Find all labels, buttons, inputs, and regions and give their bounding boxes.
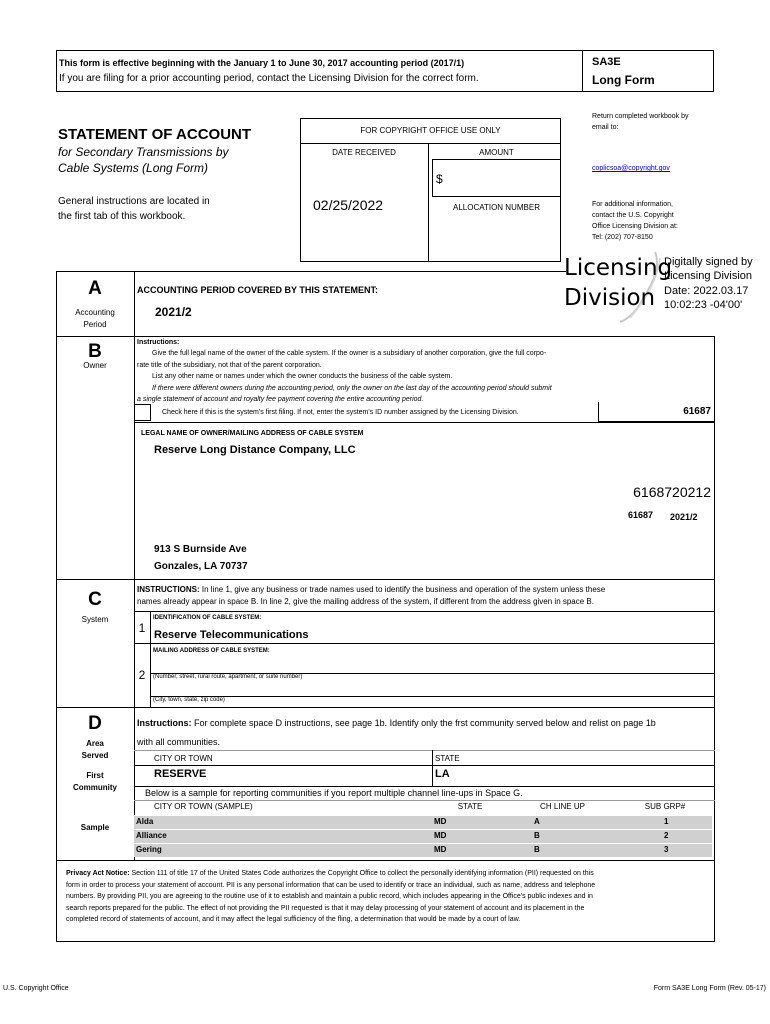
first-community-label-2: Community	[73, 783, 117, 792]
date-received-label: DATE RECEIVED	[332, 148, 396, 157]
digitally-signed-2: Licensing Division	[664, 270, 753, 282]
statement-subtitle-1: for Secondary Transmissions by	[58, 145, 229, 159]
owner-code-period: 2021/2	[670, 512, 698, 522]
privacy-line-3: numbers. By providing PII, you are agreeing to the routine use of it to establish and maintain a public record, which includes appearing in the Office's public indexes and in	[66, 893, 593, 900]
sample-city: Alda	[136, 817, 154, 826]
sample-lineup: B	[534, 845, 540, 854]
space-c-letter: C	[88, 589, 102, 610]
owner-address-2: Gonzales, LA 70737	[154, 561, 248, 572]
amount-label: AMOUNT	[479, 148, 514, 157]
legal-name-label: LEGAL NAME OF OWNER/MAILING ADDRESS OF CABLE SYSTEM	[141, 430, 364, 437]
sample-header-city: CITY OR TOWN (SAMPLE)	[154, 802, 253, 811]
first-community-bottom	[134, 786, 715, 787]
first-community-city: RESERVE	[154, 768, 207, 780]
main-right-border	[714, 336, 715, 941]
sample-state: MD	[434, 831, 447, 840]
space-b-label: Owner	[83, 361, 107, 370]
space-b-instructions	[137, 348, 711, 406]
contact-info-2: contact the U.S. Copyright	[592, 212, 674, 219]
form-code: SA3E	[592, 56, 621, 68]
owner-name-value: Reserve Long Distance Company, LLC	[154, 444, 356, 456]
privacy-line-5: completed record of statements of account, and it may affect the legal sufficiency of the fling, a determination that would be made by a court of law.	[66, 916, 521, 923]
space-b-instr-3: List any other name or names under which the owner conducts the business of the cable system.	[152, 373, 453, 380]
space-d-instructions-bold: Instructions:	[137, 718, 192, 728]
privacy-line-2: form in order to process your statement of account. PII is any personal information that can be used to identify or trace an individual, such as name, address and telephone	[66, 881, 596, 889]
footer-form-rev: Form SA3E Long Form (Rev. 05-17)	[653, 985, 766, 992]
table-row	[134, 843, 712, 857]
accounting-period-heading: ACCOUNTING PERIOD COVERED BY THIS STATEMENT:	[137, 285, 379, 295]
first-community-state: LA	[435, 768, 450, 780]
space-c-line1-number: 1	[138, 621, 146, 635]
city-address-hint: (City, town, state, zip code)	[153, 697, 225, 703]
prior-period-notice: If you are filing for a prior accounting period, contact the Licensing Division for the correct form.	[59, 73, 479, 84]
privacy-text-1: Section 111 of title 17 of the United States Code authorizes the Copyright Office to collect the personally identifying information (PII) requested on this	[129, 870, 594, 877]
signature-stamp-licensing: Licensing	[564, 255, 673, 281]
space-b-instr-5: a single statement of account and royalty fee payment covering the entire accounting period.	[137, 396, 424, 403]
space-c-bottom	[56, 707, 715, 708]
sample-state: MD	[434, 817, 447, 826]
sample-header-state: STATE	[457, 802, 483, 811]
first-filing-checkbox[interactable]	[134, 404, 151, 421]
space-c-instructions-text: In line 1, give any business or trade names used to identify the business and operation of the system unless these	[199, 585, 606, 594]
sample-note: Below is a sample for reporting communities if you report multiple channel line-ups in Space G.	[145, 788, 523, 798]
space-c-instructions-bold: INSTRUCTIONS:	[137, 585, 200, 594]
sample-subgrp: 1	[664, 817, 669, 826]
space-a-label-2: Period	[83, 320, 107, 329]
date-received-value: 02/25/2022	[313, 197, 384, 213]
office-use-line	[300, 143, 561, 144]
space-d-label-1: Area	[86, 739, 104, 748]
space-c-line-num-divider	[150, 611, 151, 707]
space-c-instructions-2: names already appear in space B. In line 2, give the mailing address of the system, if different from the address given in space B.	[137, 597, 594, 606]
space-b-letter: B	[88, 341, 102, 362]
statement-subtitle-2: Cable Systems (Long Form)	[58, 161, 209, 175]
owner-address-1: 913 S Burnside Ave	[154, 544, 247, 555]
sample-state: MD	[434, 845, 447, 854]
office-use-heading: FOR COPYRIGHT OFFICE USE ONLY	[360, 126, 501, 135]
contact-info-4: Tel: (202) 707-8150	[592, 234, 653, 241]
space-d-letter: D	[88, 713, 102, 734]
sample-city: Alliance	[136, 831, 167, 840]
sample-lineup: A	[534, 817, 540, 826]
owner-code-id: 61687	[628, 510, 654, 520]
space-b-bottom	[56, 579, 715, 580]
return-email-link[interactable]: coplicsoa@copyright.gov	[592, 165, 670, 172]
header-divider	[582, 50, 583, 92]
sample-header-top	[134, 800, 715, 801]
owner-code-number: 6168720212	[633, 484, 711, 500]
privacy-bold: Privacy Act Notice:	[66, 870, 130, 877]
system-name-value: Reserve Telecommunications	[154, 629, 309, 641]
space-b-instructions-heading: Instructions:	[137, 339, 180, 346]
contact-info-3: Office Licensing Division at:	[592, 223, 678, 230]
general-instructions-2: the first tab of this workbook.	[58, 211, 186, 222]
city-address-line[interactable]	[150, 696, 715, 697]
sample-header-subgrp: SUB GRP#	[644, 802, 686, 811]
first-filing-text: Check here if this is the system's first filing. If not, enter the system's ID number assigned by the Licensing Division.	[162, 409, 519, 416]
space-a-label-1: Accounting	[75, 308, 115, 317]
state-label: STATE	[435, 754, 460, 763]
effective-notice: This form is effective beginning with the January 1 to June 30, 2017 accounting period (2017/1)	[59, 58, 465, 68]
first-community-label-1: First	[86, 771, 104, 780]
sample-subgrp: 2	[664, 831, 669, 840]
space-d-instructions-text: For complete space D instructions, see page 1b. Identify only the frst community served below and relist on page 1b	[191, 718, 656, 728]
space-c-line2-number: 2	[138, 668, 146, 682]
privacy-line-4: search reports prepared for the public. The effect of not providing the PII requested is that it may delay processing of your statement of account and its placement in the	[66, 904, 585, 912]
street-address-hint: (Number, street, rural route, apartment, or suite number)	[153, 674, 303, 680]
main-top-border	[56, 271, 566, 272]
sample-subgrp: 3	[664, 845, 669, 854]
accounting-period-value: 2021/2	[155, 305, 192, 319]
table-row	[134, 815, 712, 829]
space-b-instr-1: Give the full legal name of the owner of the cable system. If the owner is a subsidiary of another corporation, give the full corpo-	[152, 350, 547, 357]
city-label-line	[134, 765, 715, 766]
space-b-id-divider	[134, 422, 715, 423]
space-a-letter: A	[88, 278, 102, 299]
office-use-divider	[428, 143, 429, 262]
signature-stamp-division: Division	[564, 285, 656, 311]
sample-label: Sample	[80, 823, 110, 832]
identification-label: IDENTIFICATION OF CABLE SYSTEM:	[153, 615, 262, 621]
digitally-signed-1: Digitally signed by	[664, 256, 753, 268]
amount-field[interactable]	[432, 159, 561, 197]
space-c-instructions-1	[137, 585, 712, 594]
mailing-address-label: MAILING ADDRESS OF CABLE SYSTEM:	[153, 648, 270, 654]
main-bottom-border	[56, 941, 715, 942]
allocation-number-label: ALLOCATION NUMBER	[453, 203, 540, 212]
digitally-signed-3: Date: 2022.03.17	[664, 285, 749, 297]
space-b-instr-4: If there were different owners during the accounting period, only the owner on the last day of the accounting period should submit	[152, 384, 552, 392]
contact-info-1: For additional information,	[592, 201, 673, 208]
label-column-divider	[134, 271, 135, 860]
space-a-bottom	[56, 336, 715, 337]
space-c-instr-divider	[134, 611, 715, 612]
general-instructions-1: General instructions are located in	[58, 196, 210, 207]
space-c-label: System	[81, 615, 109, 624]
space-d-label-2: Served	[81, 751, 109, 760]
return-instructions-2: email to:	[592, 124, 619, 131]
city-state-divider	[432, 750, 433, 786]
system-id-value: 61687	[683, 406, 711, 417]
footer-office: U.S. Copyright Office	[3, 985, 69, 992]
privacy-line-1	[66, 868, 711, 880]
space-c-line1-bottom	[134, 643, 715, 644]
privacy-notice	[66, 868, 711, 926]
space-d-instructions-2: with all communities.	[137, 737, 221, 747]
amount-value: $	[436, 172, 443, 186]
space-d-bottom	[56, 860, 715, 861]
space-d-instr-divider	[134, 750, 715, 751]
city-or-town-label: CITY OR TOWN	[154, 754, 213, 763]
sample-lineup: B	[534, 831, 540, 840]
statement-title: STATEMENT OF ACCOUNT	[58, 126, 252, 143]
digitally-signed-4: 10:02:23 -04'00'	[664, 299, 743, 311]
space-d-instructions-1	[137, 718, 712, 728]
return-instructions-1: Return completed workbook by	[592, 113, 689, 120]
space-b-instr-2: rate title of the subsidiary, not that of the parent corporation.	[137, 361, 322, 369]
sample-city: Gering	[136, 845, 162, 854]
table-row	[134, 829, 712, 843]
sample-header-lineup: CH LINE UP	[540, 802, 585, 811]
form-type: Long Form	[592, 73, 655, 87]
